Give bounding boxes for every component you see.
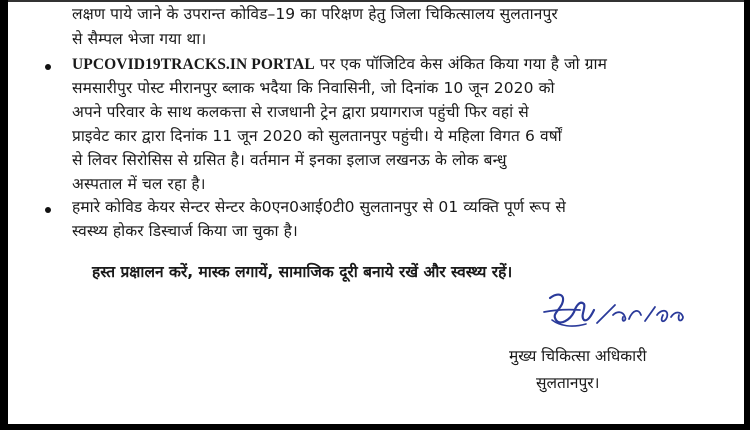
para2-line1 <box>72 52 607 77</box>
para1-line1: लक्षण पाये जाने के उपरान्त कोविड–19 का परिक्षण हेतु जिला चिकित्सालय सुलतानपुर <box>72 5 558 23</box>
para2-line4: प्राइवेट कार द्वारा दिनांक 11 जून 2020 को सुलतानपुर पहुंची। ये महिला विगत 6 वर्षों <box>72 127 562 145</box>
scan-edge-left <box>0 0 8 430</box>
para2-line6: अस्पताल में चल रहा है। <box>72 175 206 193</box>
para3-line2: स्वस्थ्य होकर डिस्चार्ज किया जा चुका है। <box>72 222 298 240</box>
handwritten-date <box>593 301 689 329</box>
scan-edge-bottom <box>0 424 750 430</box>
portal-name: UPCOVID19TRACKS.IN PORTAL <box>72 56 315 73</box>
bullet-icon <box>45 207 51 213</box>
para2-line5: से लिवर सिरोसिस से ग्रसित है। वर्तमान में इनका इलाज लखनऊ के लोक बन्धु <box>72 151 507 169</box>
para3-line1: हमारे कोविड केयर सेन्टर सेन्टर के0एन0आई0टी0 सुलतानपुर से 01 व्यक्ति पूर्ण रूप से <box>72 198 566 216</box>
signatory-designation: मुख्य चिकित्सा अधिकारी <box>509 347 647 365</box>
para2-line3: अपने परिवार के साथ कलकत्ता से राजधानी ट्रेन द्वारा प्रयागराज पहुंची फिर वहां से <box>72 103 529 121</box>
scan-edge-right <box>744 0 750 430</box>
para2-line1-rest: पर एक पॉजिटिव केस अंकित किया गया है जो ग्राम <box>319 55 607 73</box>
closing-slogan: हस्त प्रक्षालन करें, मास्क लगायें, सामाजिक दूरी बनाये रखें और स्वस्थ्य रहें। <box>92 263 513 281</box>
bullet-icon <box>45 64 51 70</box>
para1-line2: से सैम्पल भेजा गया था। <box>72 30 207 48</box>
para2-line2: समसारीपुर पोस्ट मीरानपुर ब्लाक भदैया कि निवासिनी, जो दिनांक 10 जून 2020 को <box>72 79 555 97</box>
signatory-place: सुलतानपुर। <box>536 374 600 392</box>
